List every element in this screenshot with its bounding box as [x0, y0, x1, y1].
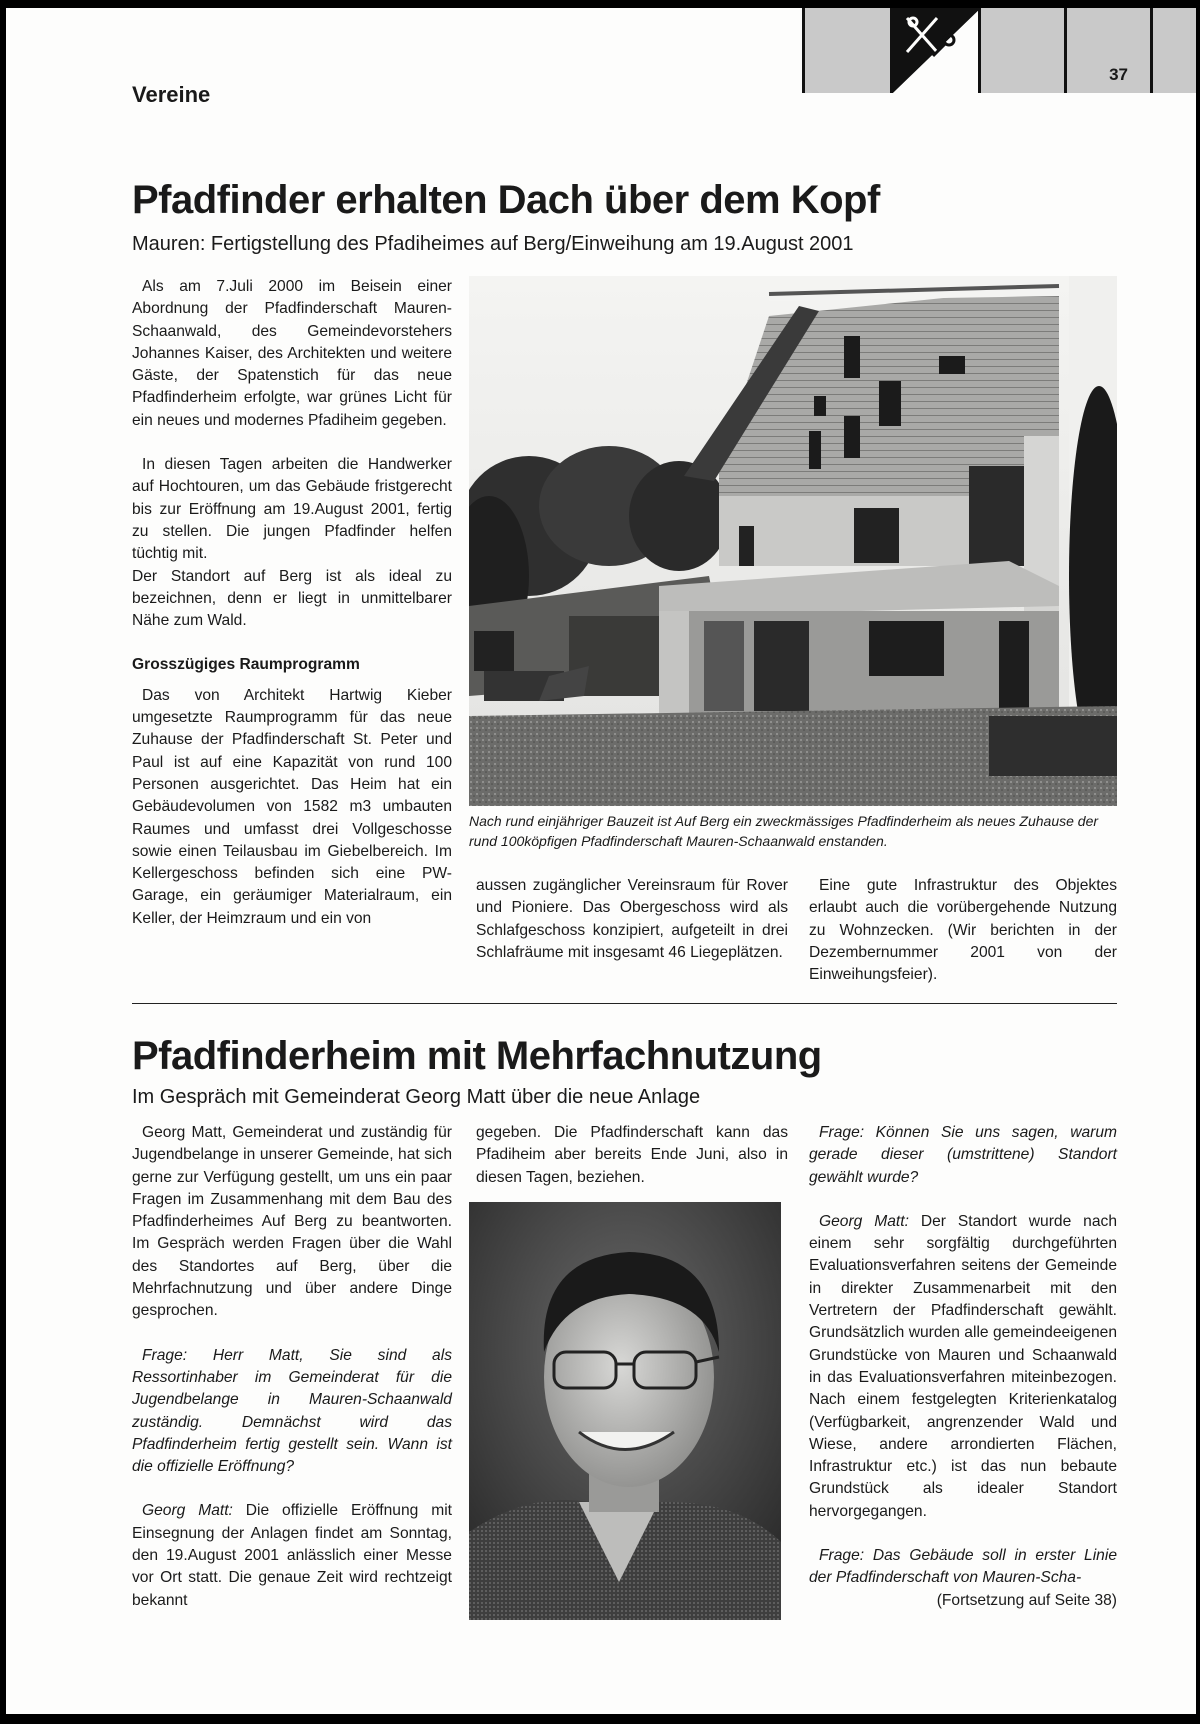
answer-text: Der Standort wurde nach einem sehr sorgfältig durchgeführten Evaluationsverfahren seitens der Gemeinde in direkter Zusammenarbeit mit den Vertretern der Pfadfinderschaft gewählt. Grundsätzlich wurden alle gemeindeeigenen Grundstücke von Mauren und Schaanwald in das Evaluationsverfahren miteinbezogen. Nach einem festgelegten Kriterienkatalog (Verfügbarkeit, angrenzender Wald und Wiese, andere arrondierten Flächen, Infrastruktur etc.) ist das nun bebaute Grundstück als idealer Standort hervorgegangen. — [809, 1212, 1117, 1520]
article1-column-1 — [132, 276, 452, 930]
question: Frage: Herr Matt, Sie sind als Ressortinhaber im Gemeinderat für die Jugendbelange in Mauren-Schaanwald zuständig. Demnächst wird das Pfadfinderheim fertig gestellt sein. Wann ist die offizielle Eröffnung? — [132, 1346, 452, 1476]
paragraph: gegeben. Die Pfadfinderschaft kann das Pfadiheim aber bereits Ende Juni, also in diesen Tagen, beziehen. — [476, 1124, 788, 1186]
paragraph: Der Standort auf Berg ist als ideal zu bezeichnen, denn er liegt in unmittelbarer Nähe zum Wald. — [132, 567, 452, 630]
header-box — [1064, 8, 1150, 93]
question: Frage: Können Sie uns sagen, warum gerade dieser (umstrittene) Standort gewählt wurde? — [809, 1124, 1117, 1186]
speaker: Georg Matt: — [142, 1502, 233, 1520]
article2-column-2 — [476, 1122, 788, 1189]
article2-column-1 — [132, 1122, 452, 1612]
article2-column-3 — [809, 1122, 1117, 1612]
paragraph: Als am 7.Juli 2000 im Beisein einer Abordnung der Pfadfinderschaft Mauren-Schaanwald, des Gemeindevorstehers Johannes Kaiser, des Architekten und weitere Gäste, der Spatenstich für das neue Pfadfinderheim erfolgte, war grünes Licht für ein neues und modernes Pfadiheim gegeben. — [132, 278, 452, 429]
article1-title: Pfadfinder erhalten Dach über dem Kopf — [132, 178, 880, 222]
paragraph: Georg Matt, Gemeinderat und zuständig für Jugendbelange in unserer Gemeinde, hat sich gerne zur Verfügung gestellt, um uns ein paar Fragen im Zusammenhang mit dem Bau des Pfadfinderheimes Auf Berg zu beantworten. Im Gespräch werden Fragen über die Wahl des Standortes auf Berg, über die Mehrfachnutzung und über andere Dinge gesprochen. — [132, 1124, 452, 1320]
question: Frage: Das Gebäude soll in erster Linie der Pfadfinderschaft von Mauren-Scha- — [809, 1547, 1117, 1587]
divider — [132, 1003, 1117, 1004]
page-number: 37 — [1109, 65, 1128, 84]
header-box — [978, 8, 1064, 93]
article1-column-2 — [476, 875, 788, 964]
portrait-photo-image — [469, 1202, 781, 1620]
header-box — [802, 8, 890, 93]
article2-title: Pfadfinderheim mit Mehrfachnutzung — [132, 1034, 822, 1078]
building-photo — [469, 276, 1117, 806]
header-boxes — [802, 8, 1196, 93]
paragraph: Eine gute Infrastruktur des Objektes erlaubt auch die vorübergehende Nutzung zu Wohnzecken. (Wir berichten in der Dezembernummer 2001 von der Einweihungsfeier). — [809, 877, 1117, 984]
municipal-crest-icon — [893, 8, 978, 93]
page — [6, 8, 1196, 1714]
building-photo-caption: Nach rund einjähriger Bauzeit ist Auf Berg ein zweckmässiges Pfadfinderheim als neues Zuhause der rund 100köpfigen Pfadfinderschaft Mauren-Schaanwald enstanden. — [469, 813, 1099, 849]
building-photo-image — [469, 276, 1117, 806]
header-box — [1150, 8, 1196, 93]
article1-subtitle: Mauren: Fertigstellung des Pfadiheimes auf Berg/Einweihung am 19.August 2001 — [132, 233, 854, 255]
paragraph: In diesen Tagen arbeiten die Handwerker auf Hochtouren, um das Gebäude fristgerecht bis zur Eröffnung am 19.August 2001, fertig zu stellen. Die jungen Pfadfinder helfen tüchtig mit. — [132, 456, 452, 563]
answer — [132, 1500, 452, 1611]
answer — [809, 1211, 1117, 1523]
paragraph: aussen zugänglicher Vereinsraum für Rover und Pioniere. Das Obergeschoss wird als Schlafgeschoss konzipiert, aufgeteilt in drei Schlafräume mit insgesamt 46 Liegeplätzen. — [476, 877, 788, 961]
portrait-photo — [469, 1202, 781, 1620]
section-label: Vereine — [132, 82, 211, 107]
paragraph: Das von Architekt Hartwig Kieber umgesetzte Raumprogramm für das neue Zuhause der Pfadfinderschaft St. Peter und Paul ist auf eine Kapazität von rund 100 Personen ausgerichtet. Das Heim hat ein Gebäudevolumen von 1582 m3 umbauten Raumes und umfasst drei Vollgeschosse sowie einen Teilausbau im Giebelbereich. Im Kellergeschoss befinden sich eine PW-Garage, ein geräumiger Materialraum, ein Keller, der Heimzraum und ein von — [132, 686, 452, 927]
header-box-crest — [890, 8, 978, 93]
article2-subtitle: Im Gespräch mit Gemeinderat Georg Matt über die neue Anlage — [132, 1086, 701, 1108]
article1-column-3 — [809, 875, 1117, 986]
speaker: Georg Matt: — [819, 1212, 909, 1230]
subheading: Grosszügiges Raumprogramm — [132, 656, 360, 674]
continuation-note: (Fortsetzung auf Seite 38) — [936, 1591, 1117, 1609]
answer-text: Die offizielle Eröffnung mit Einsegnung der Anlagen findet am Sonntag, den 19.August 2001 anlässlich einer Messe vor Ort statt. Die genaue Zeit wird rechtzeigt bekannt — [132, 1502, 452, 1609]
